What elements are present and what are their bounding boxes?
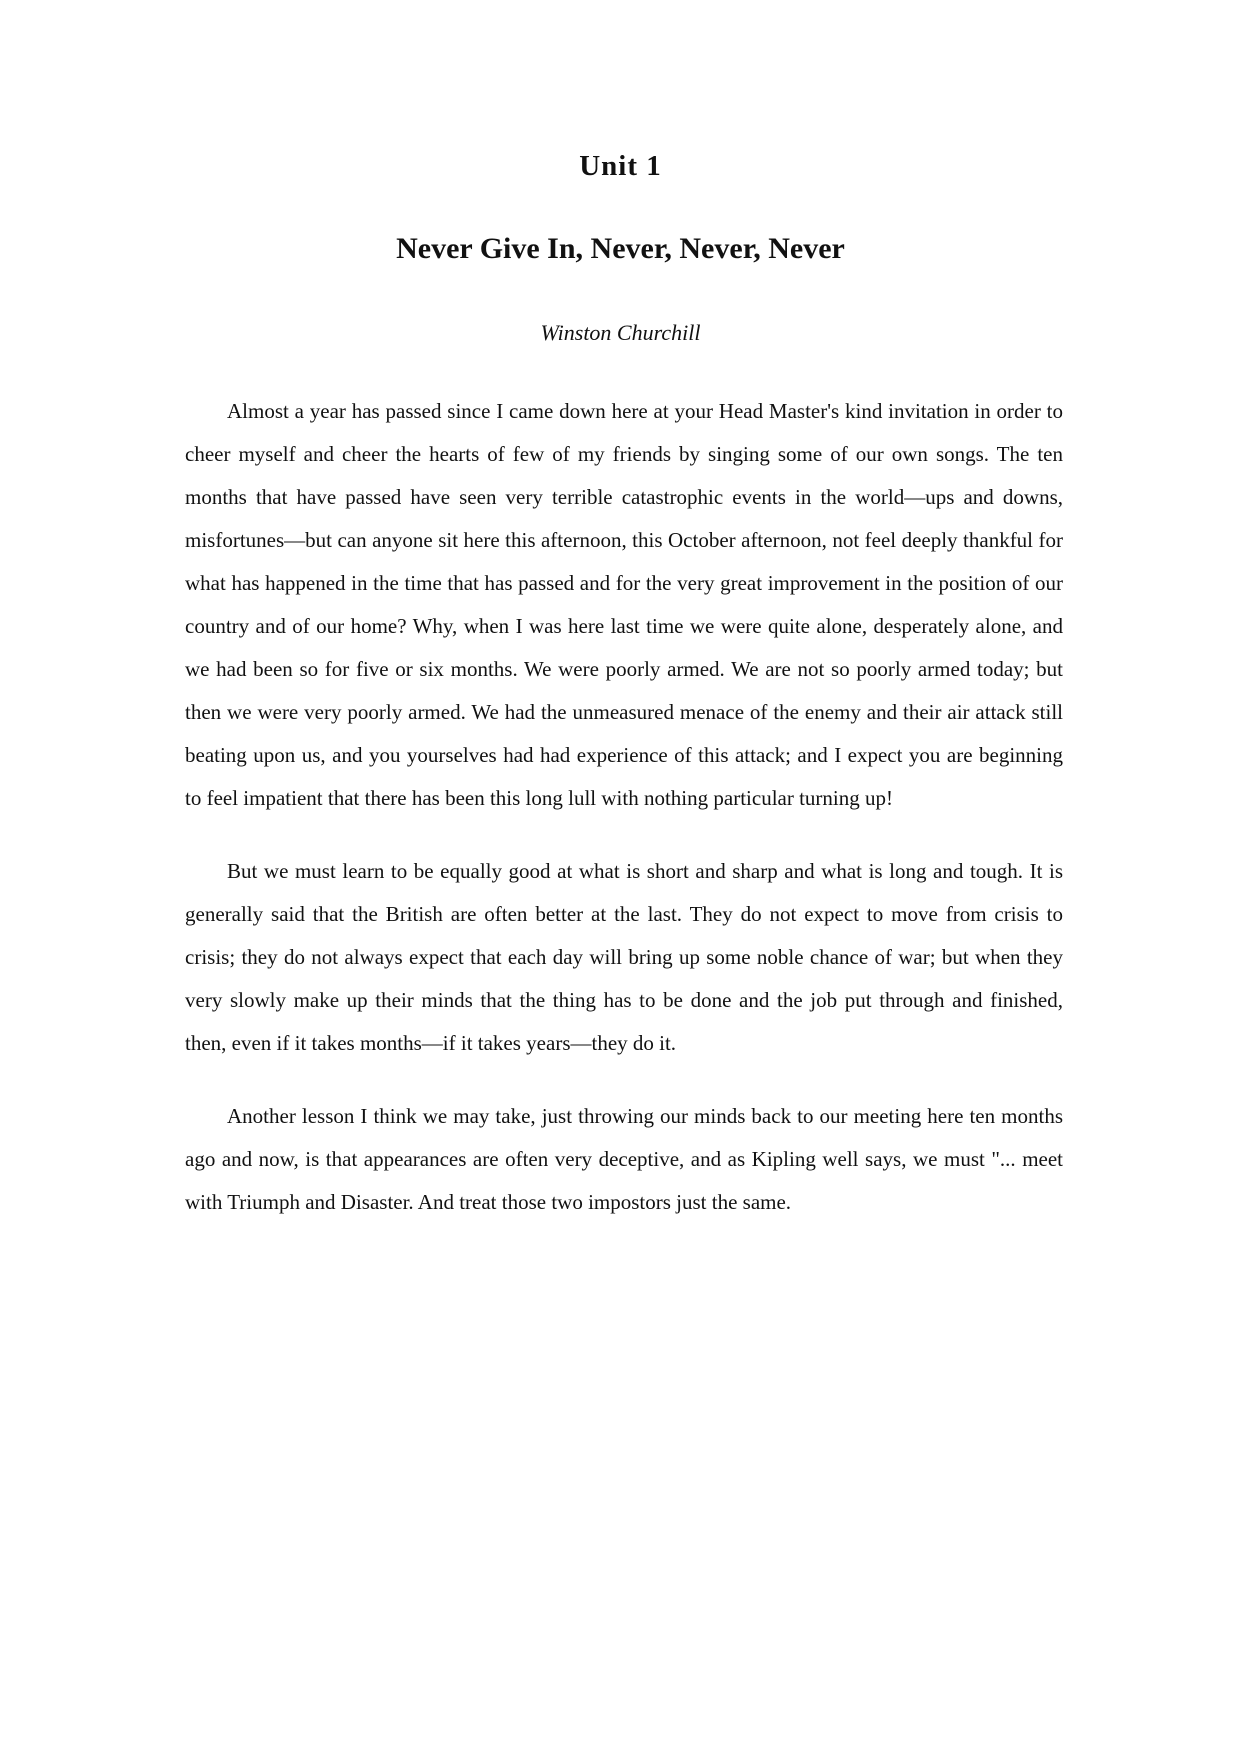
author-name: Winston Churchill bbox=[540, 320, 701, 345]
paragraph-3: Another lesson I think we may take, just throwing our minds back to our meeting here ten months ago and now, is that appearances are often very deceptive, and as Kipling well says, we must "... meet with Triumph and Disaster. And treat those two impostors just the same. bbox=[185, 1104, 1063, 1214]
paragraph-1: Almost a year has passed since I came down here at your Head Master's kind invitation in order to cheer myself and cheer the hearts of few of my friends by singing some of our own songs. The ten months that have passed have seen very terrible catastrophic events in the world—ups and downs, misfortunes—but can anyone sit here this afternoon, this October afternoon, not feel deeply thankful for what has happened in the time that has passed and for the very great improvement in the position of our country and of our home? Why, when I was here last time we were quite alone, desperately alone, and we had been so for five or six months. We were poorly armed. We are not so poorly armed today; but then we were very poorly armed. We had the unmeasured menace of the enemy and their air attack still beating upon us, and you yourselves had had experience of this attack; and I expect you are beginning to feel impatient that there has been this long lull with nothing particular turning up! bbox=[185, 399, 1063, 810]
essay-title: Never Give In, Never, Never, Never bbox=[396, 232, 845, 265]
paragraph-2: But we must learn to be equally good at what is short and sharp and what is long and tough. It is generally said that the British are often better at the last. They do not expect to move from crisis to crisis; they do not always expect that each day will bring up some noble chance of war; but when they very slowly make up their minds that the thing has to be done and the job put through and finished, then, even if it takes months—if it takes years—they do it. bbox=[185, 859, 1063, 1055]
unit-heading: Unit 1 bbox=[579, 150, 662, 182]
essay-body bbox=[185, 390, 1063, 1254]
